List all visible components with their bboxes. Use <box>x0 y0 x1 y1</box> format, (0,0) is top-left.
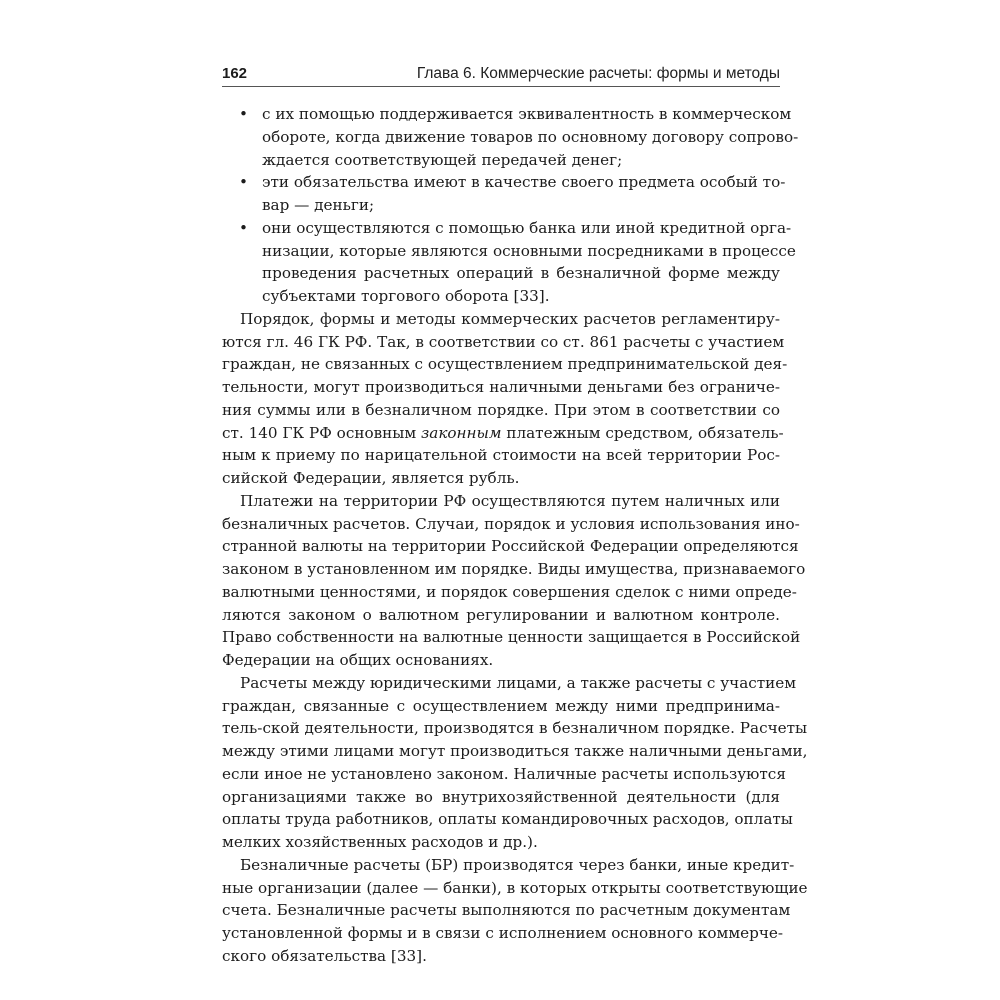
text-line: Платежи на территории РФ осуществляются путем наличных или <box>240 491 780 510</box>
text-line: • эти обязательства имеют в качестве своего предмета особый то- <box>222 171 780 194</box>
text-line: Безналичные расчеты (БР) производятся через банки, иные кредит- <box>240 855 795 874</box>
text-line: проведения расчетных операций в безналичной форме между <box>262 264 780 283</box>
text-line: ляются законом о валютном регулировании и валютном контроле. <box>222 605 780 624</box>
text-line: счета. Безналичные расчеты выполняются по расчетным документам <box>222 901 791 920</box>
bullet-icon: • <box>239 173 248 192</box>
text-line: законом в установленном им порядке. Виды имущества, признаваемого <box>222 560 806 578</box>
bullet-item <box>222 171 786 217</box>
text-line: Расчеты между юридическими лицами, а также расчеты с участием <box>240 673 797 692</box>
bullet-item <box>222 217 796 308</box>
text-line: ского обязательства [33]. <box>222 946 427 965</box>
running-head: Глава 6. Коммерческие расчеты: формы и методы <box>416 65 780 82</box>
text-line: граждан, не связанных с осуществлением предпринимательской дея- <box>222 355 788 374</box>
text-line: обороте, когда движение товаров по основному договору сопрово- <box>262 127 799 146</box>
page-number: 162 <box>222 65 248 82</box>
text-line: тельности, могут производиться наличными деньгами без ограниче- <box>222 378 780 396</box>
text-line: оплаты труда работников, оплаты командировочных расходов, оплаты <box>222 810 793 829</box>
text-line: вар — деньги; <box>262 196 375 214</box>
text-line: безналичных расчетов. Случаи, порядок и условия использования ино- <box>222 514 800 533</box>
page-body <box>222 103 808 968</box>
text-line: • с их помощью поддерживается эквивалентность в коммерческом <box>222 103 780 126</box>
bullet-item <box>222 103 799 171</box>
text-line: ст. 140 ГК РФ основным законным платежным средством, обязатель- <box>222 423 784 442</box>
text-line: граждан, связанные с осуществлением между ними предпринима- <box>222 696 780 715</box>
paragraph <box>222 490 806 672</box>
text-line: ным к приему по нарицательной стоимости на всей территории Рос- <box>222 446 780 465</box>
paragraph <box>222 672 808 854</box>
text-line: установленной формы и в связи с исполнением основного коммерче- <box>222 924 784 942</box>
paragraph <box>222 308 788 490</box>
text-line: Порядок, формы и методы коммерческих расчетов регламентиру- <box>240 309 780 328</box>
text-line: низации, которые являются основными посредниками в процессе <box>262 241 796 260</box>
text-line: сийской Федерации, является рубль. <box>222 469 520 487</box>
text-line: между этими лицами могут производиться также наличными деньгами, <box>222 742 808 760</box>
bullet-icon: • <box>239 218 248 237</box>
text-line: ются гл. 46 ГК РФ. Так, в соответствии со ст. 861 расчеты с участием <box>222 332 785 351</box>
page-header <box>222 64 780 87</box>
bullet-icon: • <box>239 105 248 123</box>
text-line: странной валюты на территории Российской Федерации определяются <box>222 537 799 556</box>
paragraph <box>222 854 808 968</box>
text-line: организациями также во внутрихозяйственной деятельности (для <box>222 787 780 806</box>
text-line: если иное не установлено законом. Наличные расчеты используются <box>222 764 786 783</box>
text-line: тель-ской деятельности, производятся в безналичном порядке. Расчеты <box>222 719 808 738</box>
italic-term: законным <box>421 423 502 442</box>
text-line: субъектами торгового оборота [33]. <box>262 287 550 305</box>
text-line: ные организации (далее — банки), в которых открыты соответствующие <box>222 878 808 897</box>
text-line: валютными ценностями, и порядок совершения сделок с ними опреде- <box>222 582 797 601</box>
text-line: • они осуществляются с помощью банка или иной кредитной орга- <box>222 217 780 240</box>
text-line: Федерации на общих основаниях. <box>222 651 494 669</box>
text-line: Право собственности на валютные ценности защищается в Российской <box>222 628 801 647</box>
text-line: мелких хозяйственных расходов и др.). <box>222 833 538 851</box>
text-line: ния суммы или в безналичном порядке. При этом в соответствии со <box>222 400 780 419</box>
text-line: ждается соответствующей передачей денег; <box>262 150 623 169</box>
